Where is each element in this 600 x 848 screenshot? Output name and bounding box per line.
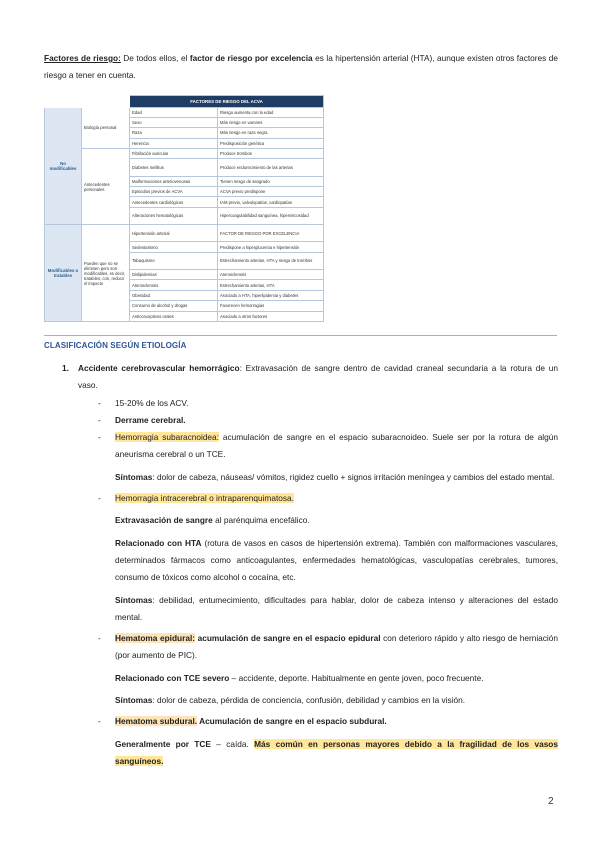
bullet-text: 15-20% de los ACV. <box>115 397 189 408</box>
subgroup-biology: Biología personal <box>82 107 130 149</box>
table-cell: Estrechamiento arterias, HTA y riesgo de trombos <box>218 252 324 269</box>
table-cell: Diabetes mellitus <box>130 159 218 176</box>
paragraph-text: al parénquima encefálico. <box>212 515 310 526</box>
table-cell: Malformaciones arteriovenosas <box>130 176 218 186</box>
paragraph-text: : dolor de cabeza, náuseas/ vómitos, rigidez cuello + signos irritación meníngea y cambios del estado mental. <box>152 471 555 482</box>
bullet-text: con deterioro rápido y alto riesgo de herniación (por aumento de PIC). <box>115 633 558 661</box>
paragraph <box>44 535 558 587</box>
bullet-item: - Hemorragia subaracnoidea: acumulación de sangre en el espacio subaracnoideo. Suele ser por la rotura de algún aneurisma cerebral o un TCE. <box>98 432 558 460</box>
highlight-text: Hemorragia intracerebral o intraparenquimatosa. <box>115 493 294 504</box>
highlight-text: Hemorragia subaracnoidea: <box>115 432 219 443</box>
paragraph-text: – accidente, deporte. Habitualmente en gente joven, poco frecuente. <box>229 672 484 683</box>
paragraph <box>44 670 558 687</box>
bullet-text: acumulación de sangre en el espacio subaracnoideo. Suele ser por la rotura de algún aneurisma cerebral o un TCE. <box>115 432 558 460</box>
section-title: CLASIFICACIÓN SEGÚN ETIOLOGÍA <box>44 341 187 350</box>
table-cell: IAM previo, valvulopatías, cardiopatías <box>218 197 324 207</box>
subgroup-treatable: Pueden que no se eliminen pero son modificables, es decir, tratables, con, reducir el impacto <box>82 225 130 322</box>
bullet-item: - Derrame cerebral. <box>98 414 186 425</box>
symptoms-label: Síntomas <box>115 471 153 482</box>
table-cell: Aterosclerosis <box>130 280 218 290</box>
paragraph-bold: Generalmente por TCE <box>115 738 211 749</box>
table-cell: Edad <box>130 107 218 117</box>
table-cell: Hipercoagulabilidad sanguínea, hiperviscosidad <box>218 207 324 224</box>
intro-text: De todos ellos, el <box>120 53 190 63</box>
table-cell: Fibrilación auricular <box>130 149 218 159</box>
highlight-text: Hematoma subdural. <box>115 716 198 727</box>
list-number: 1. <box>62 363 69 373</box>
table-cell: Consumo de alcohol y drogas <box>130 301 218 311</box>
table-cell: Asociado a otros factores <box>218 311 324 321</box>
section-divider <box>44 335 557 336</box>
intro-text-end: es la hipertensión arterial (HTA), aunque existen otros factores de riesgo a tener en cuenta. <box>44 53 558 80</box>
group-modifiable: Modificables o tratables <box>45 225 82 322</box>
paragraph <box>44 512 558 529</box>
bullet-item: - 15-20% de los ACV. <box>98 397 189 408</box>
table-cell: Hipertensión arterial <box>130 225 218 242</box>
item-bold: Accidente cerebrovascular hemorrágico <box>78 363 240 373</box>
bullet-item: - Hematoma epidural: acumulación de sangre en el espacio epidural con deterioro rápido y alto riesgo de herniación (por aumento de PIC). <box>98 633 558 661</box>
table-cell: Herencia <box>130 138 218 148</box>
bullet-bold: Acumulación de sangre en el espacio subdural. <box>197 716 387 727</box>
table-cell: Dislipidemias <box>130 270 218 280</box>
table-cell: Estrechamiento arterias, HTA <box>218 280 324 290</box>
table-cell: Sedentarismo <box>130 242 218 252</box>
table-cell: Favorecen hemorragias <box>218 301 324 311</box>
table-cell: Antecedentes cardiológicos <box>130 197 218 207</box>
table-cell: Sexo <box>130 117 218 127</box>
bullet-item: - Hemorragia intracerebral o intraparenquimatosa. <box>98 493 294 504</box>
table-cell: Riesgo aumenta con la edad <box>218 107 324 117</box>
intro-paragraph <box>44 50 558 84</box>
intro-bold: factor de riesgo por excelencia <box>189 53 313 63</box>
page-number: 2 <box>548 796 554 807</box>
table-cell: Aterosclerosis <box>218 270 324 280</box>
table-cell: ACVA previo predispone <box>218 187 324 197</box>
bullet-bold: acumulación de sangre en el espacio epidural <box>195 633 381 644</box>
table-cell: Predisposición genética <box>218 138 324 148</box>
document-body <box>44 360 558 770</box>
table-cell: FACTOR DE RIESGO POR EXCELENCIA <box>218 225 324 242</box>
list-item <box>44 360 558 395</box>
paragraph <box>44 736 558 771</box>
table-cell: Asociado a HTA, hiperlipidemia y diabetes <box>218 290 324 300</box>
risk-factors-table <box>44 95 324 322</box>
bullet-text: Derrame cerebral. <box>115 414 186 425</box>
highlight-text: Hematoma epidural: <box>115 633 196 644</box>
table-cell: Tabaquismo <box>130 252 218 269</box>
symptoms-label: Síntomas <box>115 594 153 605</box>
subgroup-personal-history: Antecedentes personales <box>82 149 130 225</box>
table-cell: Más riesgo en raza negra <box>218 128 324 138</box>
bullet-item: - Hematoma subdural. Acumulación de sangre en el espacio subdural. <box>98 716 387 727</box>
highlight-text: Más común en personas mayores debido a la fragilidad de los vasos sanguíneos. <box>115 738 558 766</box>
table-cell: Raza <box>130 128 218 138</box>
paragraph-bold: Extravasación de sangre <box>115 515 213 526</box>
table-cell: Más riesgo en varones <box>218 117 324 127</box>
table-title: FACTORES DE RIESGO DEL ACVA <box>130 96 324 108</box>
paragraph-text: : dolor de cabeza, pérdida de conciencia, confusión, debilidad y cambios en la visión. <box>152 695 466 706</box>
paragraph-bold: Relacionado con HTA <box>115 537 202 548</box>
table-cell: Anticonceptivos orales <box>130 311 218 321</box>
paragraph-bold: Relacionado con TCE severo <box>115 672 230 683</box>
table-cell: Alteraciones hematológicas <box>130 207 218 224</box>
paragraph-text: : debilidad, entumecimiento, dificultades para hablar, dolor de cabeza intenso y alteraciones del estado mental. <box>115 594 558 622</box>
paragraph-text: (rotura de vasos en casos de hipertensión extrema). También con malformaciones vasculares, determinados fármacos como anticoagulantes, enfermedades hematológicas, vasculopatías cerebrales, tumores, consumo de tóxicos como alcohol o cocaína, etc. <box>115 537 558 583</box>
symptoms-label: Síntomas <box>115 695 153 706</box>
item-text: : Extravasación de sangre dentro de cavidad craneal secundaria a la rotura de un vaso. <box>78 363 558 391</box>
table-cell: Tienen riesgo de sangrado <box>218 176 324 186</box>
table-cell: Episodios previos de ACVA <box>130 187 218 197</box>
paragraph <box>44 692 558 709</box>
paragraph-text: – caída. <box>210 738 255 749</box>
table-cell: Produce trombos <box>218 149 324 159</box>
table-cell: Obesidad <box>130 290 218 300</box>
paragraph <box>44 592 558 627</box>
group-non-modifiable: No modificables <box>45 107 82 225</box>
paragraph <box>44 469 558 486</box>
risk-factors-label: Factores de riesgo: <box>44 53 121 63</box>
table-cell: Produce endurecimiento de las arterias <box>218 159 324 176</box>
table-cell: Predispone a hiperglucemia e hipertensión <box>218 242 324 252</box>
